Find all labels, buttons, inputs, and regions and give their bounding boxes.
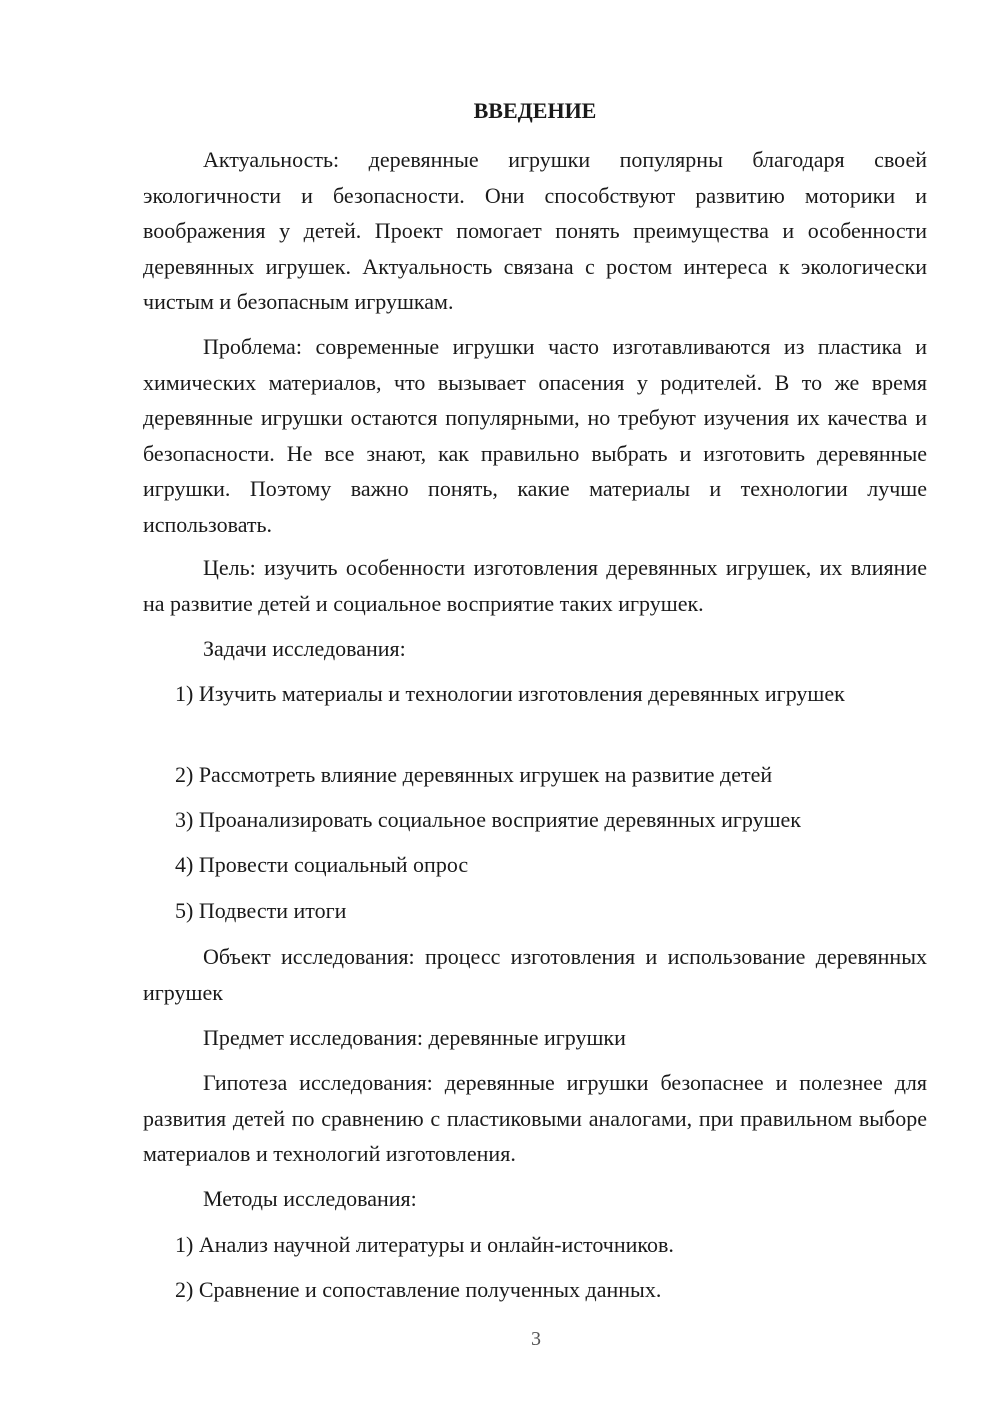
hypothesis-paragraph: Гипотеза исследования: деревянные игрушки безопаснее и полезнее для развития детей по сравнению с пластиковыми аналогами, при правильном выборе материалов и технологий изготовления.	[143, 1070, 927, 1166]
problem-paragraph: Проблема: современные игрушки часто изготавливаются из пластика и химических материалов, что вызывает опасения у родителей. В то же время деревянные игрушки остаются популярными, но требуют изучения их качества и безопасности. Не все знают, как правильно выбрать и изготовить деревянные игрушки. Поэтому важно понять, какие материалы и технологии лучше использовать.	[143, 334, 927, 537]
task-item-3: 3) Проанализировать социальное восприятие деревянных игрушек	[175, 807, 801, 832]
tasks-title: Задачи исследования:	[203, 636, 406, 661]
page-title: ВВЕДЕНИЕ	[473, 98, 597, 123]
task-item-2: 2) Рассмотреть влияние деревянных игрушек на развитие детей	[175, 762, 773, 787]
object-paragraph: Объект исследования: процесс изготовления и использование деревянных игрушек	[143, 944, 927, 1005]
method-item-1: 1) Анализ научной литературы и онлайн-источников.	[175, 1232, 674, 1257]
task-item-1: 1) Изучить материалы и технологии изготовления деревянных игрушек	[175, 681, 845, 706]
task-item-5: 5) Подвести итоги	[175, 898, 347, 923]
page-number: 3	[531, 1328, 541, 1350]
relevance-paragraph: Актуальность: деревянные игрушки популярны благодаря своей экологичности и безопасности. Они способствуют развитию моторики и воображения у детей. Проект помогает понять преимущества и особенности деревянных игрушек. Актуальность связана с ростом интереса к экологически чистым и безопасным игрушкам.	[143, 147, 927, 314]
task-item-4: 4) Провести социальный опрос	[175, 852, 469, 877]
subject-paragraph: Предмет исследования: деревянные игрушки	[203, 1025, 626, 1050]
goal-paragraph: Цель: изучить особенности изготовления деревянных игрушек, их влияние на развитие детей и социальное восприятие таких игрушек.	[143, 555, 927, 616]
methods-title: Методы исследования:	[203, 1186, 417, 1211]
method-item-2: 2) Сравнение и сопоставление полученных данных.	[175, 1277, 662, 1302]
